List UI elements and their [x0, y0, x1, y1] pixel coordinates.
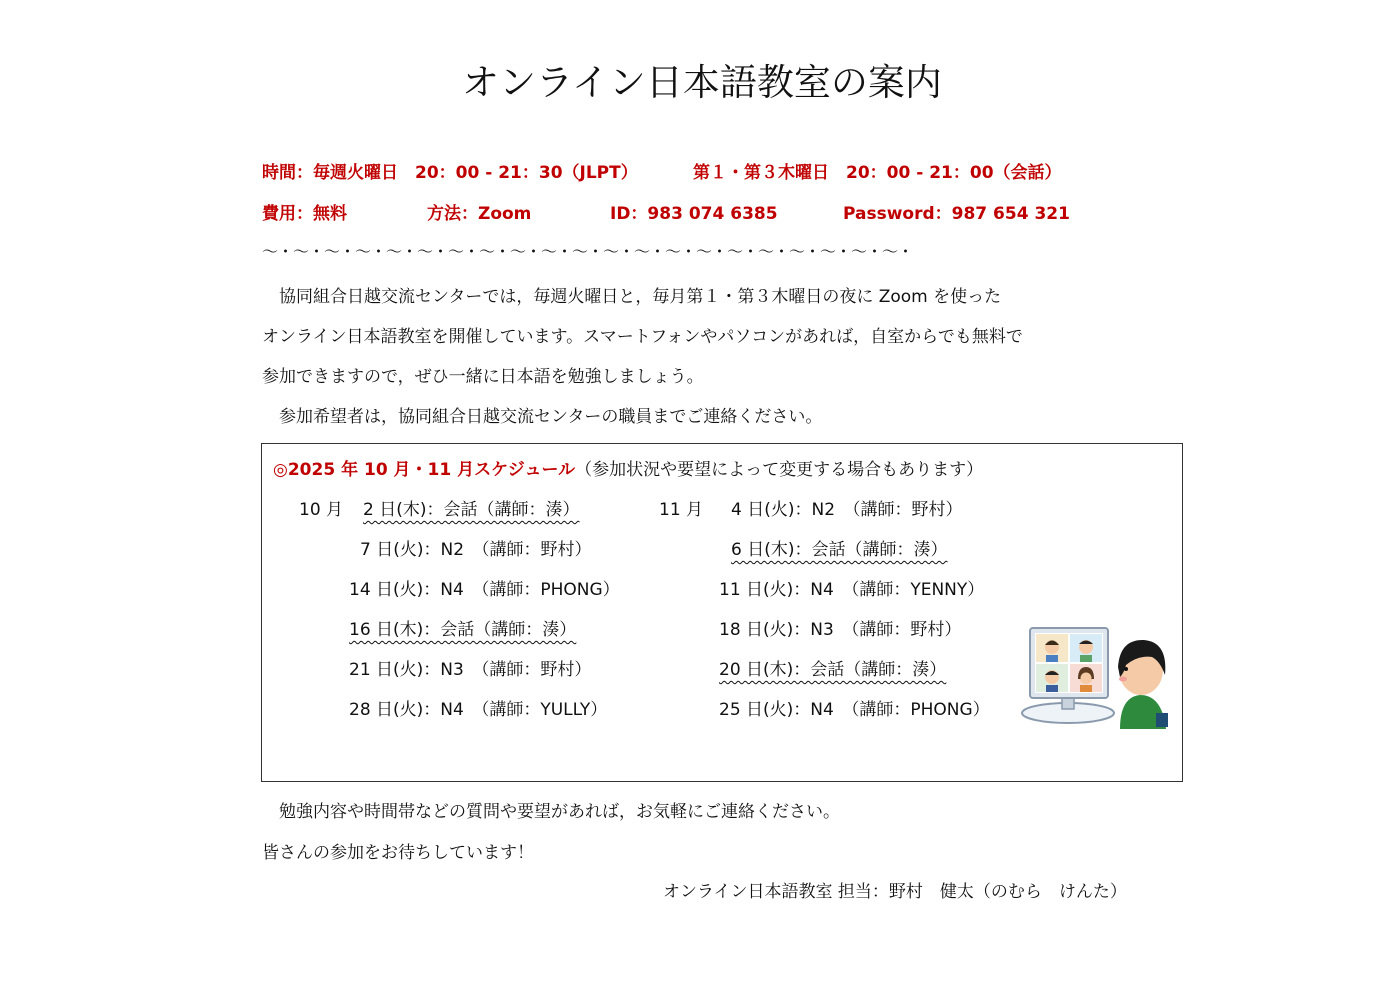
closing-line-1: 勉強内容や時間帯などの質問や要望があれば，お気軽にご連絡ください。: [262, 802, 840, 822]
schedule-item-nov-6: 6 日(木)：会話（講師：湊）: [731, 540, 948, 560]
intro-line-3: 参加できますので，ぜひ一緒に日本語を勉強しましょう。: [262, 367, 704, 387]
signature: オンライン日本語教室 担当：野村 健太（のむら けんた）: [663, 882, 1127, 902]
schedule-heading: [273, 459, 983, 481]
schedule-item-nov-25: 25 日(火)：N4 （講師：PHONG）: [719, 700, 990, 720]
page-title: オンライン日本語教室の案内: [462, 61, 942, 104]
schedule-item-oct-2: 2 日(木)：会話（講師：湊）: [363, 500, 580, 520]
schedule-item-oct-28: 28 日(火)：N4 （講師：YULLY）: [349, 700, 608, 720]
november-label: 11 月: [659, 500, 704, 520]
schedule-item-oct-14: 14 日(火)：N4 （講師：PHONG）: [349, 580, 620, 600]
closing-line-2: 皆さんの参加をお待ちしています！: [262, 843, 534, 863]
fee-info: 費用：無料: [262, 204, 347, 224]
schedule-box: [261, 443, 1183, 782]
schedule-item-nov-4: 4 日(火)：N2 （講師：野村）: [731, 500, 963, 520]
october-label: 10 月: [299, 500, 344, 520]
time-info: 時間：毎週火曜日 20：00 - 21：30（JLPT）: [262, 163, 638, 183]
schedule-title: ◎2025 年 10 月・11 月スケジュール: [273, 460, 576, 480]
intro-line-2: オンライン日本語教室を開催しています。スマートフォンやパソコンがあれば，自室からでも無料で: [262, 327, 1023, 347]
method-info: 方法：Zoom: [427, 204, 532, 224]
zoom-id-info: ID：983 074 6385: [610, 204, 778, 224]
intro-line-4: 参加希望者は，協同組合日越交流センターの職員までご連絡ください。: [262, 407, 823, 427]
schedule-item-nov-20: 20 日(木)：会話（講師：湊）: [719, 660, 947, 680]
divider-line: ～・～・～・～・～・～・～・～・～・～・～・～・～・～・～・～・～・～・～・～・～・: [262, 242, 914, 261]
schedule-item-oct-16: 16 日(木)：会話（講師：湊）: [349, 620, 577, 640]
intro-line-1: 協同組合日越交流センターでは，毎週火曜日と，毎月第１・第３木曜日の夜に Zoom を使った: [262, 287, 1002, 307]
time-info-thursday: 第１・第３木曜日 20：00 - 21：00（会話）: [693, 163, 1062, 183]
schedule-item-nov-18: 18 日(火)：N3 （講師：野村）: [719, 620, 962, 640]
video-call-person-icon: [1020, 625, 1170, 730]
schedule-item-nov-11: 11 日(火)：N4 （講師：YENNY）: [719, 580, 985, 600]
schedule-item-oct-21: 21 日(火)：N3 （講師：野村）: [349, 660, 592, 680]
schedule-item-oct-7: 7 日(火)：N2 （講師：野村）: [360, 540, 592, 560]
schedule-note: （参加状況や要望によって変更する場合もあります）: [575, 460, 984, 480]
zoom-password-info: Password：987 654 321: [843, 204, 1070, 224]
